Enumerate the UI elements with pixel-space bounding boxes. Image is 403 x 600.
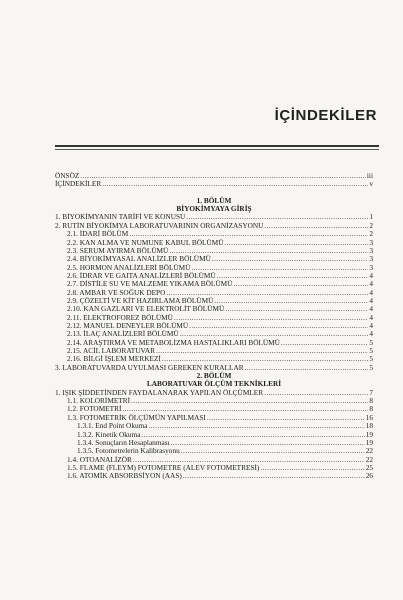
- toc-entry-page: 8: [369, 404, 373, 414]
- chapter-heading: 2. BÖLÜM: [196, 371, 232, 380]
- dot-leader: [149, 422, 365, 430]
- toc-entry-title: 1.3.5. Fotometrelerin Kalibrasyonu: [77, 446, 180, 456]
- toc-entry-title: 1.3.1. End Point Okuma: [77, 421, 148, 431]
- title-rule-thick: [55, 145, 379, 147]
- toc-entry-title: 1.1. KOLORİMETRİ: [67, 396, 131, 406]
- toc-entry-page: 5: [369, 362, 373, 372]
- toc-entry-page: 3: [369, 237, 373, 247]
- dot-leader: [141, 431, 364, 439]
- toc-entry-title: 2.1. İDARİ BÖLÜM: [67, 229, 129, 239]
- toc-entry-title: ÖNSÖZ: [55, 171, 80, 180]
- toc-entry-page: 19: [365, 429, 373, 439]
- toc-entry-page: 22: [365, 454, 373, 464]
- toc-entry-title: 1.2. FOTOMETRİ: [67, 404, 122, 414]
- toc-entry-title: 2.8. AMBAR VE SOĞUK DEPO: [67, 287, 166, 297]
- toc-entry-page: 1: [369, 212, 373, 222]
- toc-entry-page: 3: [369, 245, 373, 255]
- toc-entry[interactable]: [55, 172, 373, 180]
- table-of-contents: [55, 172, 373, 481]
- toc-entry[interactable]: [55, 472, 373, 480]
- dot-leader: [191, 264, 368, 272]
- toc-entry-page: 19: [365, 437, 373, 447]
- toc-entry-page: 22: [365, 446, 373, 456]
- toc-entry-title: 2.12. MANUEL DENEYLER BÖLÜMÜ: [67, 320, 189, 330]
- toc-entry-page: 4: [369, 295, 373, 305]
- dot-leader: [171, 439, 365, 447]
- dot-leader: [181, 447, 365, 455]
- dot-leader: [217, 272, 369, 280]
- toc-entry-page: v: [369, 179, 373, 189]
- toc-entry-page: 16: [365, 412, 373, 422]
- chapter-heading: 1. BÖLÜM: [196, 195, 232, 205]
- toc-entry-page: 4: [369, 312, 373, 322]
- toc-entry-title: 1.3.4. Sonuçların Hesaplanması: [77, 437, 170, 447]
- toc-entry-title: 2.16. BİLGİ İŞLEM MERKEZİ: [67, 354, 161, 364]
- toc-entry-title: 2.13. İLAÇ ANALİZLERİ BÖLÜMÜ: [67, 329, 179, 339]
- toc-entry-title: 2.2. KAN ALMA VE NUMUNE KABUL BÖLÜMÜ: [67, 237, 224, 247]
- toc-entry-page: 2: [369, 229, 373, 239]
- dot-leader: [245, 364, 369, 372]
- dot-leader: [102, 180, 368, 188]
- toc-entry-title: 2.14. ARAŞTIRMA VE METABOLİZMA HASTALIKLARI BÖLÜMÜ: [67, 337, 280, 347]
- dot-leader: [174, 314, 368, 322]
- toc-entry-title: 1. BİYOKİMYANIN TARİFİ VE KONUSU: [55, 212, 186, 222]
- toc-entry-title: 2.5. HORMON ANALİZLERİ BÖLÜMÜ: [67, 262, 191, 272]
- toc-entry-title: 1.6. ATOMİK ABSORBSİYON (AAS): [67, 471, 182, 481]
- toc-entry-title: 2.9. ÇÖZELTİ VE KİT HAZIRLAMA BÖLÜMÜ: [67, 295, 214, 305]
- toc-entry-page: 18: [365, 421, 373, 431]
- toc-entry-page: 4: [369, 287, 373, 297]
- toc-entry-page: 8: [369, 396, 373, 406]
- dot-leader: [264, 389, 368, 397]
- toc-entry-page: iii: [366, 171, 373, 180]
- toc-entry-page: 3: [369, 262, 373, 272]
- toc-entry-page: 5: [369, 337, 373, 347]
- toc-entry-page: 7: [369, 387, 373, 397]
- dot-leader: [189, 322, 368, 330]
- dot-leader: [224, 239, 368, 247]
- dot-leader: [131, 397, 368, 405]
- toc-entry-title: 3. LABORATUVARDA UYULMASI GEREKEN KURALLAR: [55, 362, 244, 372]
- dot-leader: [264, 222, 368, 230]
- toc-entry-title: 2.4. BİYOKİMYASAL ANALİZLER BÖLÜMÜ: [67, 254, 211, 264]
- toc-entry-page: 4: [369, 304, 373, 314]
- page-title: İÇİNDEKİLER: [274, 107, 377, 124]
- toc-entry-page: 2: [369, 220, 373, 230]
- toc-entry-title: 2.3. SERUM AYIRMA BÖLÜMÜ: [67, 245, 169, 255]
- toc-entry-title: 2.10. KAN GAZLARI VE ELEKTROLİT BÖLÜMÜ: [67, 304, 225, 314]
- toc-entry-page: 26: [365, 471, 373, 481]
- toc-entry-page: 25: [365, 462, 373, 472]
- toc-entry-page: 4: [369, 279, 373, 289]
- dot-leader: [207, 414, 365, 422]
- chapter-heading: LABORATUVAR ÖLÇÜM TEKNİKLERİ: [146, 379, 282, 389]
- dot-leader: [80, 172, 366, 180]
- toc-entry-page: 5: [369, 345, 373, 355]
- toc-entry-title: İÇİNDEKİLER: [55, 179, 102, 189]
- toc-entry-title: 1.3.2. Kinetik Okuma: [77, 429, 141, 439]
- toc-entry-title: 1.4. OTOANALİZÖR: [67, 454, 132, 464]
- toc-entry-title: 2.15. ACİL LABORATUVAR: [67, 345, 155, 355]
- dot-leader: [214, 297, 368, 305]
- toc-entry-page: 4: [369, 270, 373, 280]
- toc-entry[interactable]: [55, 180, 373, 188]
- toc-entry-page: 4: [369, 320, 373, 330]
- dot-leader: [225, 305, 368, 313]
- toc-entry-page: 4: [369, 329, 373, 339]
- dot-leader: [260, 464, 364, 472]
- dot-leader: [212, 255, 369, 263]
- dot-leader: [156, 347, 368, 355]
- dot-leader: [183, 472, 365, 480]
- toc-entry-title: 2.7. DİSTİLE SU VE MALZEME YIKAMA BÖLÜMÜ: [67, 279, 233, 289]
- dot-leader: [281, 339, 368, 347]
- toc-entry-title: 2. RUTİN BİYOKİMYA LABORATUVARININ ORGANİZASYONU: [55, 220, 264, 230]
- toc-entry-title: 2.11. ELEKTROFOREZ BÖLÜMÜ: [67, 312, 173, 322]
- toc-entry-title: 1. IŞIK ŞİDDETİNDEN FAYDALANARAK YAPILAN ÖLÇÜMLER: [55, 387, 264, 397]
- toc-entry-page: 3: [369, 254, 373, 264]
- toc-entry-title: 2.6. İDRAR VE GAITA ANALİZLERİ BÖLÜMÜ: [67, 270, 216, 280]
- toc-entry-title: 1.5. FLAME (FLEYM) FOTOMETRE (ALEV FOTOMETRESİ): [67, 462, 260, 472]
- dot-leader: [233, 280, 368, 288]
- toc-entry-title: 1.3. FOTOMETRİK ÖLÇÜMÜN YAPILMASI: [67, 412, 206, 422]
- toc-entry-page: 5: [369, 354, 373, 364]
- chapter-heading: BİYOKİMYAYA GİRİŞ: [176, 204, 252, 214]
- title-rule-thin: [55, 149, 379, 150]
